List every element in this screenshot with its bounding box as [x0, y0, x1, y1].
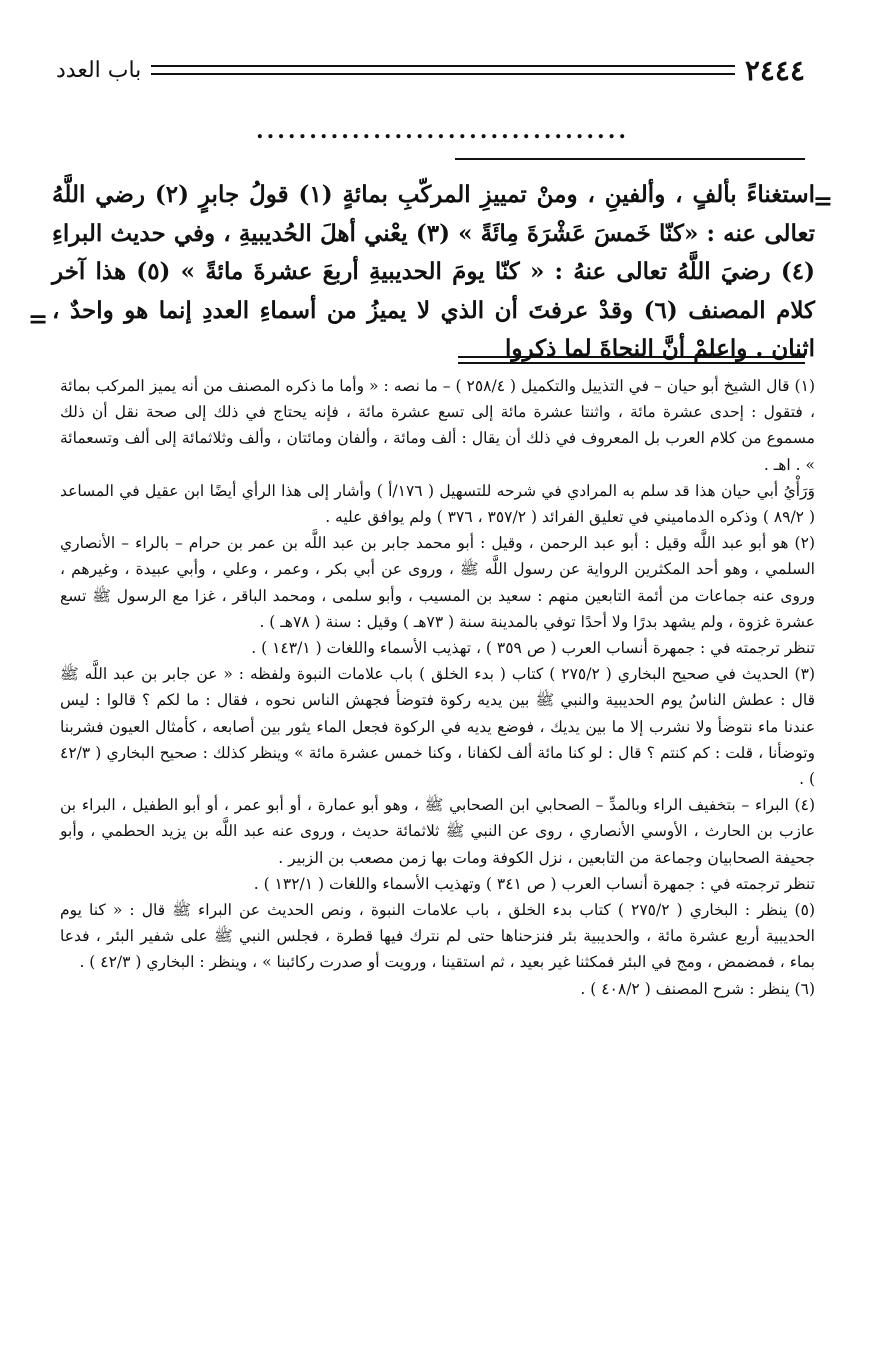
- footnote-2-reference: تنظر ترجمته في : جمهرة أنساب العرب ( ص ٣٥٩ ) ، تهذيب الأسماء واللغات ( ١٤٣/١ ) .: [251, 639, 815, 658]
- main-text-top-rule: [455, 158, 805, 160]
- footnote-4: (٤) البراء – بتخفيف الراء وبالمدِّ – الصحابي ابن الصحابي ﷺ ، وهو أبو عمارة ، أو أبو عمر ، أو أبو الطفيل ، البراء بن عازب بن الحارث ، الأوسي الأنصاري ، روى عن النبي ﷺ ثلاثمائة حديث ، وروى عنه عبد اللَّه بن يزيد الحطمي ، وأبو جحيفة الصحابيان وجماعة من التابعين ، نزل الكوفة ومات بها زمن مصعب بن الزبير .: [60, 796, 815, 867]
- chapter-title: باب العدد: [56, 57, 142, 83]
- dotted-separator: ...................................: [255, 118, 630, 144]
- footnote-3: (٣) الحديث في صحيح البخاري ( ٢٧٥/٢ ) كتاب ( بدء الخلق ) باب علامات النبوة ولفظه : « عن جابر بن عبد اللَّه ﷺ قال : عطش الناسُ يوم الحديبية والنبي ﷺ بين يديه ركوة فتوضأ فجهش الناس نحوه ، فقال : ما لكم ؟ قالوا : ليس عندنا ماء نتوضأ ولا نشرب إلا ما بين يديك ، فوضع يديه في الركوة فجعل الماء يثور بين أصابعه ، كأمثال العيون فشربنا وتوضأنا ، قلت : كم كنتم ؟ قال : لو كنا مائة ألف لكفانا ، وكنا خمس عشرة مائة » وينظر كذلك : صحيح البخاري ( ٤٢/٣ ) .: [60, 665, 816, 789]
- footnote-1: (١) قال الشيخ أبو حيان – في التذييل والتكميل ( ٢٥٨/٤ ) – ما نصه : « وأما ما ذكره المصنف من أنه يميز المركب بمائة ، فتقول : إحدى عشرة مائة ، واثنتا عشرة مائة إلى تسع عشرة مائة ، فإنه يحتاج في ذلك إلى صحة نقل أن ذلك مسموع من كلام العرب بل المعروف في ذلك أن يقال : ألف ومائة ، وألفان ومائتان ، وألف وثلاثمائة إلى ألف وتسعمائة » . اهـ .: [60, 377, 815, 474]
- header-rule: [151, 65, 735, 75]
- page-number: ٢٤٤٤: [744, 53, 805, 87]
- continuation-mark-start: =: [812, 186, 833, 215]
- continuation-mark-end: =: [28, 304, 49, 333]
- footnotes: [60, 373, 815, 1002]
- page-header: [56, 50, 805, 90]
- footnote-5: (٥) ينظر : البخاري ( ٢٧٥/٢ ) كتاب بدء الخلق ، باب علامات النبوة ، ونص الحديث عن البراء ﷺ قال : « كنا يوم الحديبية أربع عشرة مائة ، والحديبية بئر فنزحناها حتى لم نترك فيها قطرة ، فجلس النبي ﷺ على شفير البئر ، فدعا بماء ، فمضمض ، ومج في البئر فمكثنا غير بعيد ، ثم استقينا ، ورويت أو صدرت ركائبنا » ، وينظر : البخاري ( ٤٢/٣ ) .: [60, 901, 815, 972]
- footnote-1-continued: وَرَأْيُ أبي حيان هذا قد سلم به المرادي في شرحه للتسهيل ( ١٧٦/أ ) وأشار إلى هذا الرأي أيضًا ابن عقيل في المساعد ( ٨٩/٢ ) وذكره الدماميني في تعليق الفرائد ( ٣٥٧/٢ ، ٣٧٦ ) ولم يوافق عليه .: [60, 481, 815, 527]
- footnote-2: (٢) هو أبو عبد اللَّه وقيل : أبو عبد الرحمن ، وقيل : أبو محمد جابر بن عبد اللَّه بن عمر بن حرام – بالراء – الأنصاري السلمي ، وهو أحد المكثرين الرواية عن رسول اللَّه ﷺ ، وروى عن أبي بكر ، وعمر ، وعلي ، وأبي عبيدة ، وغيرهم ، وروى عنه جماعات من أئمة التابعين منهم : سعيد بن المسيب ، وأبو سلمى ، ومحمد الباقر ، غزا مع الرسول ﷺ تسع عشرة غزوة ، ولم يشهد بدرًا ولا أحدًا توفي بالمدينة سنة ( ٧٣هـ ) وقيل : سنة ( ٧٨هـ ) .: [60, 534, 815, 631]
- footnote-6: (٦) ينظر : شرح المصنف ( ٤٠٨/٢ ) .: [580, 979, 815, 998]
- footnote-4-reference: تنظر ترجمته في : جمهرة أنساب العرب ( ص ٣٤١ ) وتهذيب الأسماء واللغات ( ١٣٢/١ ) .: [253, 874, 815, 893]
- main-paragraph: استغناءً بألفٍ ، وألفينِ ، ومنْ تمييزِ المركّبِ بمائةٍ (١) قولُ جابرٍ (٢) رضي اللَّهُ تعالى عنه : «كنّا خَمسَ عَشْرَةَ مِائَةً » (٣) يعْني أهلَ الحُديبيةِ ، وفي حديث البراءِ (٤) رضيَ اللَّهُ تعالى عنهُ : « كنّا يومَ الحديبيةِ أربعَ عشرةَ مائةً » (٥) هذا آخر كلام المصنف (٦) وقدْ عرفتَ أن الذي لا يميزُ من أسماءِ العددِ إنما هو واحدٌ ، اثنان . واعلمْ أنَّ النحاةَ لما ذكروا: [52, 181, 815, 362]
- footnote-separator-rule: [458, 356, 805, 364]
- main-text: [52, 176, 815, 369]
